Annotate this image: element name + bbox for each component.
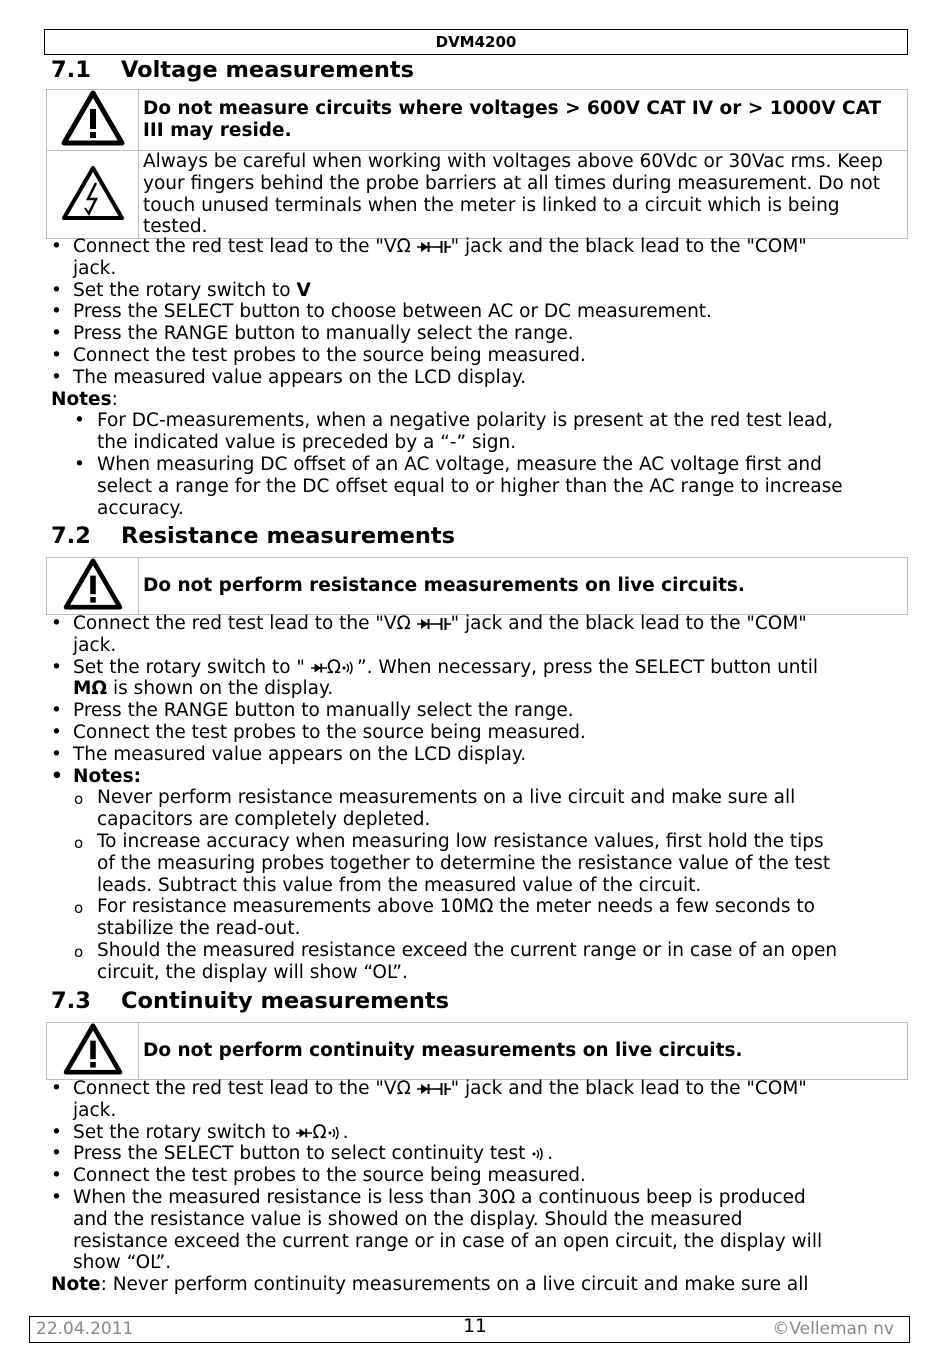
list-item-text: . <box>342 1121 349 1143</box>
section-number: 7.2 <box>51 523 91 549</box>
section-number: 7.1 <box>51 57 91 83</box>
warning-triangle-icon <box>61 558 125 610</box>
note-text: leads. Subtract this value from the measured value of the circuit. <box>97 874 702 896</box>
list-item-text: Connect the test probes to the source being measured. <box>73 721 586 743</box>
ohm-symbol: Ω <box>312 1121 327 1143</box>
list-item-text: " jack and the black lead to the "COM" <box>450 613 807 634</box>
note-text: : Never perform continuity measurements on a live circuit and make sure all <box>100 1274 809 1296</box>
diode-icon <box>311 661 327 675</box>
warning-cell <box>47 90 139 151</box>
note-item <box>0 410 950 454</box>
sound-icon <box>327 1126 343 1140</box>
note-text: circuit, the display will show “OL”. <box>97 961 408 983</box>
warning-text: Do not perform continuity measurements on live circuits. <box>139 1023 908 1080</box>
ohm-symbol: Ω <box>326 656 341 678</box>
list-item <box>0 323 950 345</box>
list-item-text: jack. <box>73 1099 117 1121</box>
note-text: of the measuring probes together to determine the resistance value of the test <box>97 852 831 874</box>
list-item-text: The measured value appears on the LCD display. <box>73 743 527 765</box>
section-title: Resistance measurements <box>121 523 455 549</box>
list-item <box>0 301 950 323</box>
continuity-steps <box>0 1078 950 1296</box>
warning-cell <box>47 558 139 615</box>
list-item <box>0 236 950 280</box>
resistance-steps <box>0 613 950 984</box>
page-header <box>44 29 908 55</box>
list-item-text: jack. <box>73 634 117 656</box>
capacitor-icon <box>435 617 451 631</box>
electric-shock-triangle-icon <box>61 165 125 221</box>
diode-icon <box>417 617 435 631</box>
list-item <box>0 1187 950 1274</box>
shock-warning-cell <box>47 151 139 239</box>
list-item <box>0 722 950 744</box>
list-item <box>0 657 950 701</box>
list-item-text: Set the rotary switch to <box>73 1121 297 1143</box>
list-item <box>0 345 950 367</box>
list-item-text: Set the rotary switch to <box>73 279 297 301</box>
list-item-text: Connect the test probes to the source being measured. <box>73 344 586 366</box>
note-text: the indicated value is preceded by a “-” sign. <box>97 432 517 454</box>
page-number: 11 <box>463 1316 487 1337</box>
section-heading-7-2 <box>51 522 455 550</box>
section-title: Continuity measurements <box>121 988 449 1014</box>
capacitor-icon <box>435 240 451 254</box>
section-heading-7-3 <box>51 987 449 1015</box>
list-item <box>0 766 950 788</box>
note-text: accuracy. <box>97 497 184 519</box>
note-text: For resistance measurements above 10MΩ the meter needs a few seconds to <box>97 896 815 918</box>
list-item-text: Press the SELECT button to select continuity test <box>73 1143 532 1165</box>
warning-text: Do not perform resistance measurements on live circuits. <box>139 558 908 615</box>
warning-text: Do not measure circuits where voltages > 600V CAT IV or > 1000V CAT III may reside. <box>139 90 908 151</box>
list-item-text: . <box>547 1143 554 1165</box>
list-item <box>0 1165 950 1187</box>
note-item <box>0 831 950 896</box>
warning-triangle-icon <box>61 1023 125 1075</box>
note-item <box>0 454 950 519</box>
note-item <box>0 896 950 940</box>
list-item-text: Press the RANGE button to manually select the range. <box>73 323 574 345</box>
note-item <box>0 787 950 831</box>
warning-triangle-icon <box>61 90 125 146</box>
section-heading-7-1 <box>51 56 414 84</box>
notes-heading <box>0 389 950 411</box>
note-item <box>0 940 950 984</box>
diode-icon <box>417 1082 435 1096</box>
warning-cell <box>47 1023 139 1080</box>
diode-icon <box>417 240 435 254</box>
caution-text: Always be careful when working with voltages above 60Vdc or 30Vac rms. Keep your fingers behind the probe barriers at all times during measurement. Do not touch unused terminals when the meter is linked to a circuit which is being tested. <box>139 151 908 239</box>
list-item-text: is shown on the display. <box>107 678 334 700</box>
list-item <box>0 1122 950 1144</box>
list-item-text: " jack and the black lead to the "COM" <box>450 236 807 257</box>
note-text: stabilize the read-out. <box>97 918 301 940</box>
note-text: Should the measured resistance exceed the current range or in case of an open <box>97 939 838 961</box>
list-item-text: The measured value appears on the LCD display. <box>73 366 527 388</box>
list-item <box>0 280 950 302</box>
sound-icon <box>341 661 357 675</box>
list-item <box>0 1143 950 1165</box>
note-line <box>0 1274 950 1296</box>
unit-label: MΩ <box>73 678 108 700</box>
list-item <box>0 1078 950 1122</box>
list-item-text: ”. When necessary, press the SELECT button until <box>356 656 819 678</box>
footer-copyright: ©Velleman nv <box>772 1319 894 1339</box>
note-text: When measuring DC offset of an AC voltage, measure the AC voltage first and <box>97 453 822 475</box>
voltage-steps <box>0 236 950 519</box>
list-item-text: When the measured resistance is less than 30Ω a continuous beep is produced <box>73 1186 806 1208</box>
list-item-text: Press the SELECT button to choose between AC or DC measurement. <box>73 301 712 323</box>
list-item-text: and the resistance value is showed on the display. Should the measured <box>73 1208 743 1230</box>
list-item <box>0 700 950 722</box>
list-item-text: Connect the red test lead to the "VΩ <box>73 613 411 634</box>
list-item-text: Press the RANGE button to manually select the range. <box>73 700 574 722</box>
list-item-text: resistance exceed the current range or in case of an open circuit, the display will <box>73 1230 823 1252</box>
note-text: For DC-measurements, when a negative polarity is present at the red test lead, <box>97 410 833 432</box>
notes-label: Notes: <box>73 765 141 787</box>
note-label: Note <box>51 1274 101 1296</box>
section-number: 7.3 <box>51 988 91 1014</box>
note-text: capacitors are completely depleted. <box>97 809 431 831</box>
notes-label: Notes <box>51 388 112 410</box>
list-item-text: Set the rotary switch to " <box>73 656 305 678</box>
list-item-text: show “OL”. <box>73 1252 172 1274</box>
note-text: Never perform resistance measurements on a live circuit and make sure all <box>97 787 796 809</box>
list-item-text: Connect the test probes to the source being measured. <box>73 1165 586 1187</box>
list-item <box>0 744 950 766</box>
continuity-warning-table <box>46 1022 908 1080</box>
notes-colon: : <box>111 388 118 410</box>
note-text: select a range for the DC offset equal to or higher than the AC range to increase <box>97 475 843 497</box>
note-text: To increase accuracy when measuring low resistance values, first hold the tips <box>97 830 824 852</box>
resistance-warning-table <box>46 557 908 615</box>
list-item-text: Connect the red test lead to the "VΩ <box>73 236 411 257</box>
footer-date: 22.04.2011 <box>36 1319 134 1339</box>
list-item-text: Connect the red test lead to the "VΩ <box>73 1078 411 1099</box>
switch-position: V <box>296 279 311 301</box>
sound-icon <box>531 1147 547 1161</box>
list-item <box>0 613 950 657</box>
list-item <box>0 367 950 389</box>
voltage-warning-table <box>46 89 908 239</box>
capacitor-icon <box>435 1082 451 1096</box>
list-item-text: " jack and the black lead to the "COM" <box>450 1078 807 1099</box>
list-item-text: jack. <box>73 257 117 279</box>
section-title: Voltage measurements <box>121 57 415 83</box>
diode-icon <box>296 1126 312 1140</box>
header-title: DVM4200 <box>435 33 517 51</box>
